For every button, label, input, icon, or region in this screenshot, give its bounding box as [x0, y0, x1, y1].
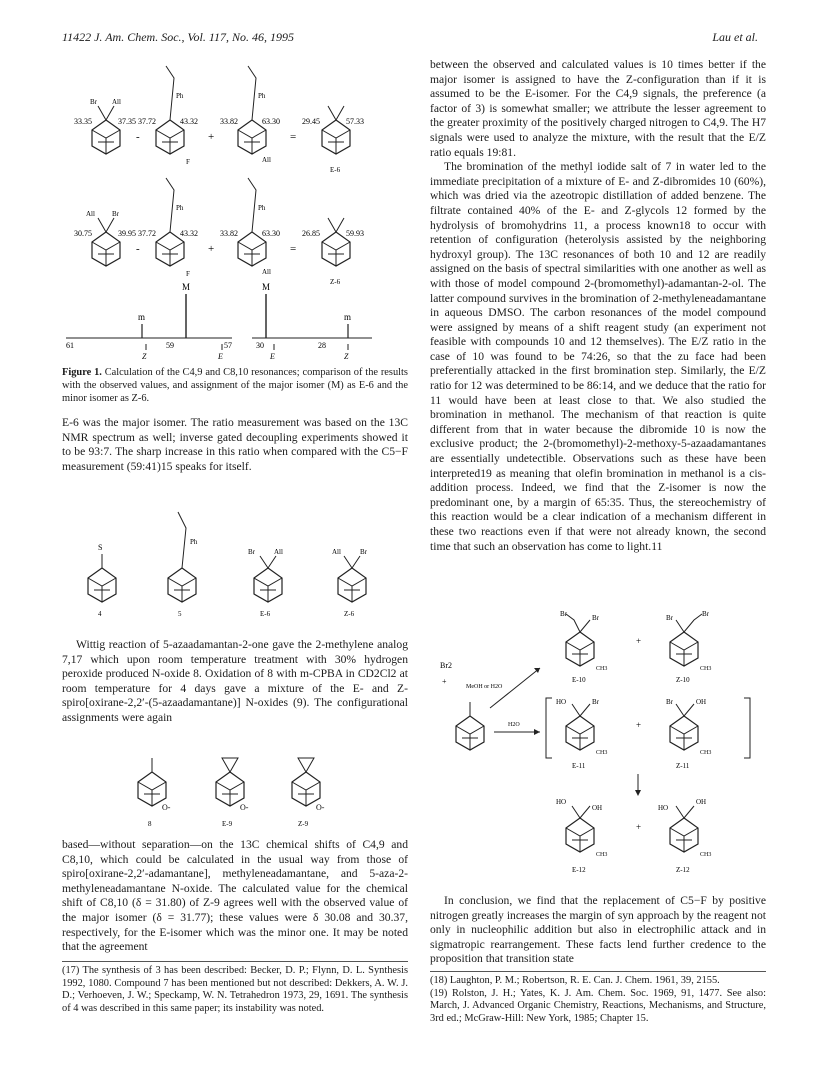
shift-val: 39.95 [118, 229, 136, 238]
sub-ph-1: Ph [176, 92, 184, 100]
running-header [62, 30, 758, 46]
isomer-label: E-6 [330, 166, 341, 174]
sub-all: All [332, 548, 341, 556]
footnote-18: (18) Laughton, P. M.; Robertson, R. E. Can. J. Chem. 1961, 39, 2155. [430, 975, 720, 986]
axis-letter: Z [344, 352, 349, 360]
left-paragraph-3: based—without separation—on the 13C chemical shifts of C4,9 and C8,10, which could be calculated in the usual way from those of spiro[oxirane-2,2′-adamantane], methyleneadamantane, and 5-aza-2-methyleneadamantane N-oxide. The calculated value for the chemical shift of C8,10 (δ = 31.80) of Z-9 agrees well with the observed value of the major isomer (δ = 31.77); these values were δ 30.08 and 30.37, respectively, for the E-isomer which was the minor one. It may be noted that the agreement [62, 838, 408, 954]
sub-ph-3: Ph [176, 204, 184, 212]
sub-br: Br [592, 698, 599, 706]
op-plus: + [636, 822, 642, 832]
axis-tick: 28 [318, 341, 326, 350]
axis-tick: 57 [224, 341, 232, 350]
sub-br: Br [592, 614, 599, 622]
reagent-solvent: MeOH or H2O [466, 684, 503, 690]
right-text-block [430, 58, 766, 554]
left-paragraph-2: Wittig reaction of 5-azaadamantan-2-one gave the 2-methylene analog 7,17 which upon room temperature treatment with 30% hydrogen peroxide produced N-oxide 8. Oxidation of 8 with m-CPBA in CD2Cl2 at room temperature for 4 days gave a mixture of the E- and Z-spiro[oxirane-2,2′-(5-azaadamantane)] N-oxides (9). The configurational assignments were again [62, 638, 408, 724]
footnote-rule [62, 961, 408, 962]
footnote-17: (17) The synthesis of 3 has been described: Becker, D. P.; Flynn, D. L. Synthesis 1992, 1080. Compound 7 has been mentioned but not described: Dekkers, A. W. J. D.; Verhoeven, J. W.; Speckamp, W. N. Tetrahedron 1973, 29, 1691. The synthesis of 4 was described in this same paper; its instability was noted. [62, 965, 408, 1014]
footnotes-right [430, 971, 766, 1025]
left-paragraph-1-block [62, 416, 408, 474]
axis-letter: Z [142, 352, 147, 360]
sub-all-3: All [86, 210, 95, 218]
compound-label: Z-9 [298, 820, 309, 828]
sub-s: S [98, 543, 103, 552]
compound-label: E-12 [572, 866, 586, 874]
axis-tick: 61 [66, 341, 74, 350]
compound-label: E-9 [222, 820, 233, 828]
sub-br: Br [360, 548, 367, 556]
shift-val: 63.30 [262, 229, 280, 238]
sub-br: Br [560, 610, 567, 618]
axis-letter: E [270, 352, 275, 360]
footnote-19: (19) Rolston, J. H.; Yates, K. J. Am. Chem. Soc. 1969, 91, 1477. See also: March, J. Advanced Organic Chemistry, Reactions, Mechanisms, and Structure, 3rd ed.; McGraw-Hill: New York, 1985; Chapter 15. [430, 987, 766, 1024]
shift-val: 33.82 [220, 117, 238, 126]
compound-label: E-6 [260, 610, 271, 618]
op-plus: + [636, 720, 642, 730]
fig1-row2 [74, 178, 364, 286]
op-plus: + [636, 636, 642, 646]
left-paragraph-3-block [62, 838, 408, 955]
op-plus: + [208, 131, 215, 143]
structures-4-5-6 [62, 498, 408, 618]
sub-br-1: Br [90, 98, 97, 106]
right-conclusion-block [430, 894, 766, 967]
footnotes-left [62, 961, 408, 1015]
sub-ho: HO [658, 804, 669, 812]
sub-ho: HO [556, 798, 567, 806]
op-equals: = [290, 131, 297, 143]
fig1-stick-spectrum [66, 282, 372, 360]
sub-br: Br [248, 548, 255, 556]
sub-all-2: All [262, 156, 271, 164]
shift-val: 37.35 [118, 117, 136, 126]
reagent-br2: Br2 [440, 661, 452, 670]
compound-label: 8 [148, 820, 152, 828]
sub-ho: HO [556, 698, 567, 706]
right-paragraph-3: In conclusion, we find that the replacement of C5−F by positive nitrogen greatly increases the margin of syn approach by the reagent not only in nucleophilic addition but also in electrophilic attack and in sigmatropic rearrangement. These facts lend further credence to the proposition that transition state [430, 894, 766, 966]
sub-ch3: CH3 [596, 852, 608, 858]
shift-val: 29.45 [302, 117, 320, 126]
sub-ch3: CH3 [596, 666, 608, 672]
sub-o: O- [316, 803, 325, 812]
compound-label: 5 [178, 610, 182, 618]
sub-ph: Ph [190, 538, 198, 546]
shift-val: 43.32 [180, 117, 198, 126]
op-plus: + [208, 243, 215, 255]
figure-1-drawing [62, 58, 408, 360]
shift-val: 57.33 [346, 117, 364, 126]
stick-label-m-minor: m [344, 312, 352, 322]
right-paragraph-2: The bromination of the methyl iodide salt of 7 in water led to the immediate precipitation of a mixture of E- and Z-dibromides 10 (60%), which was dried via the azeotropic distillation of added benzene. The filtrate contained 40% of the E- and Z-glycols 12 formed by the hydrolysis of bromohydrins 11, a process known18 to occur with retention of configuration (heterolysis assisted by the neighboring hydroxyl group). The 13C resonances of both 10 and 12 are readily assigned on the basis of spectral similarities with one another as well as with those of model compound 2-(bromomethyl)-adamantan-2-ol. The latter compound survives in the bromination of 2-methyleneadamantane in aqueous DMSO. The carbon resonances of the model compound were assigned by means of a shift reagent study (an experiment not feasible with compounds 10 and 12 themselves). The E/Z ratio in the case of 10 was found to be 74:26, so that the zu face had been preferentially attacked in the first bromination step. Similarly, the E/Z ratio for 12 was determined to be 86:14, and we deduce that the ratio for 11 would have been at least close to that. We also studied the bromination in methanol. The mechanism of that reaction is quite different from that in water because the dibromide 10 is now the exclusive product; the 2-(bromomethyl)-2-methoxy-5-azaadamantanes are essentially undetectible. Observations such as these have been interpreted19 as meaning that olefin bromination in methanol is a cis-addition process. Indeed, we find that the Z-isomer is now the predominant one, by a margin of 65:35. Thus, the stereochemistry of this reaction would be a clear indication of a mechanism different in these two reactions even if that were not already known, the second time that such an observation has come to light.11 [430, 160, 766, 553]
compound-label: Z-11 [676, 762, 690, 770]
op-equals: = [290, 243, 297, 255]
sub-br: Br [702, 610, 709, 618]
sub-f-2: F [186, 270, 190, 278]
sub-ch3: CH3 [700, 750, 712, 756]
shift-val: 37.72 [138, 117, 156, 126]
sub-o: O- [240, 803, 249, 812]
caption-text: Calculation of the C4,9 and C8,10 resonances; comparison of the results with the observed values, and assignment of the major isomer (M) as E-6 and the minor isomer as Z-6. [62, 367, 408, 404]
sub-ph-4: Ph [258, 204, 266, 212]
shift-val: 30.75 [74, 229, 92, 238]
fig1-row1 [74, 66, 364, 174]
op-minus: - [136, 243, 140, 255]
sub-oh: OH [592, 804, 603, 812]
sub-br: Br [666, 614, 673, 622]
shift-val: 43.32 [180, 229, 198, 238]
right-paragraph-1: between the observed and calculated values is 10 times better if the major isomer is assigned to have the Z-configuration than if it is assumed to be the E-isomer. For the C4,9 signals, the preference (a factor of 3) is somewhat smaller; we attribute the lesser agreement to the greater proximity of the positively charged nitrogen to C4,9. The H7 signals were used to analyze the mixture, with the result that the E/Z ratio equals 19:81. [430, 58, 766, 159]
reagent-water: H2O [508, 722, 520, 728]
left-paragraph-1: E-6 was the major isomer. The ratio measurement was based on the 13C NMR spectrum as well; inverse gated decoupling experiments showed it to be 93:7. The sharp increase in this ratio when compared with the C5−F measurement (59:41)15 speaks for itself. [62, 416, 408, 473]
reagent-plus: + [442, 677, 447, 686]
sub-oh: OH [696, 698, 707, 706]
compound-label: Z-12 [676, 866, 690, 874]
shift-val: 33.35 [74, 117, 92, 126]
sub-br: Br [666, 698, 673, 706]
footnote-rule [430, 971, 766, 972]
figure-1-caption [62, 366, 408, 405]
left-paragraph-2-block [62, 638, 408, 726]
sub-oh: OH [696, 798, 707, 806]
sub-o: O- [162, 803, 171, 812]
bromination-scheme [430, 608, 766, 888]
caption-lead: Figure 1. [62, 367, 102, 378]
shift-val: 37.72 [138, 229, 156, 238]
compound-label: 4 [98, 610, 102, 618]
compound-label: E-10 [572, 676, 586, 684]
shift-val: 26.85 [302, 229, 320, 238]
shift-val: 63.30 [262, 117, 280, 126]
shift-val: 59.93 [346, 229, 364, 238]
axis-letter: E [218, 352, 223, 360]
sub-all-4: All [262, 268, 271, 276]
op-minus: - [136, 131, 140, 143]
journal-citation: 11422 J. Am. Chem. Soc., Vol. 117, No. 46, 1995 [62, 30, 294, 44]
sub-all-1: All [112, 98, 121, 106]
sub-ph-2: Ph [258, 92, 266, 100]
isomer-label: Z-6 [330, 278, 341, 286]
stick-label-m-major: M [182, 282, 191, 292]
structures-8-9 [62, 736, 408, 828]
stick-label-m-minor: m [138, 312, 146, 322]
sub-ch3: CH3 [700, 666, 712, 672]
compound-label: Z-6 [344, 610, 355, 618]
author-running-head: Lau et al. [712, 30, 758, 44]
sub-f-1: F [186, 158, 190, 166]
compound-label: E-11 [572, 762, 586, 770]
stick-label-m-major: M [262, 282, 271, 292]
sub-ch3: CH3 [596, 750, 608, 756]
compound-label: Z-10 [676, 676, 690, 684]
sub-all: All [274, 548, 283, 556]
sub-br-2: Br [112, 210, 119, 218]
axis-tick: 30 [256, 341, 264, 350]
sub-ch3: CH3 [700, 852, 712, 858]
axis-tick: 59 [166, 341, 174, 350]
shift-val: 33.82 [220, 229, 238, 238]
